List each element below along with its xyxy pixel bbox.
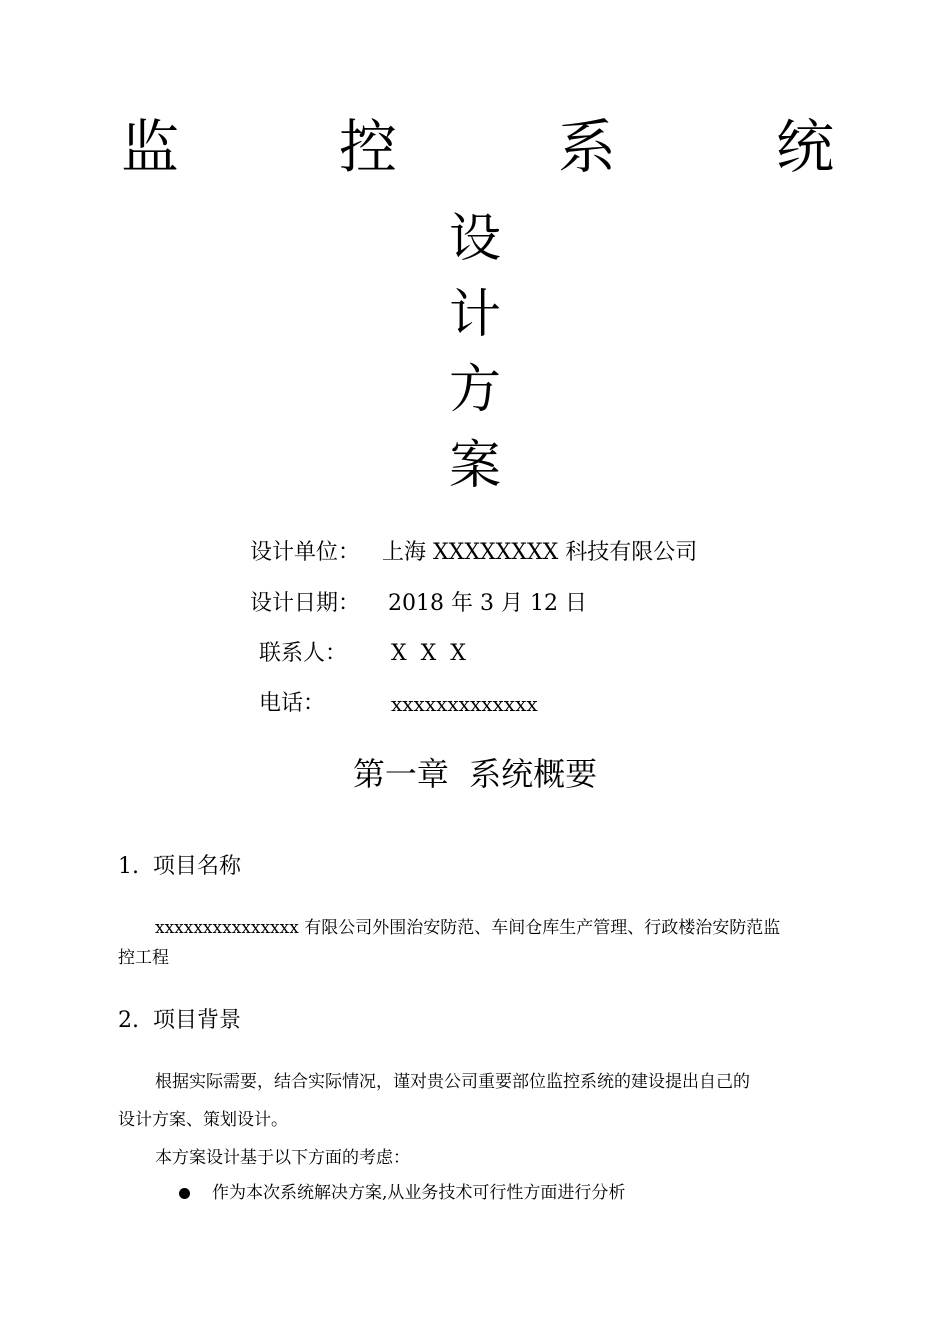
section-paragraph-line: 根据实际需要，结合实际情况，谨对贵公司重要部位监控系统的建设提出自己的 xyxy=(155,1072,750,1092)
contact-value: X X X xyxy=(391,641,466,666)
title-char-4: 统 xyxy=(776,113,835,181)
design-unit-value: 上海 XXXXXXXX 科技有限公司 xyxy=(382,540,698,565)
section-heading-project-background: 2. 项目背景 xyxy=(118,1008,241,1033)
bullet-icon xyxy=(179,1188,190,1199)
chapter-title: 第一章 系统概要 xyxy=(352,755,598,793)
subtitle-char-3: 方 xyxy=(449,360,502,420)
title-char-2: 控 xyxy=(339,113,398,181)
section-heading-project-name: 1. 项目名称 xyxy=(118,854,241,879)
section-paragraph-line: xxxxxxxxxxxxxxx 有限公司外围治安防范、车间仓库生产管理、行政楼治安防范监 xyxy=(155,918,781,938)
bullet-item: 作为本次系统解决方案,从业务技术可行性方面进行分析 xyxy=(212,1183,626,1203)
section-paragraph-line: 控工程 xyxy=(118,948,169,968)
section-paragraph-line: 本方案设计基于以下方面的考虑： xyxy=(155,1148,410,1168)
subtitle-char-2: 计 xyxy=(449,285,502,345)
contact-label: 联系人： xyxy=(259,641,348,666)
design-unit-label: 设计单位： xyxy=(250,540,361,565)
phone-label: 电话： xyxy=(259,691,326,716)
design-date-label: 设计日期： xyxy=(250,591,361,616)
title-char-1: 监 xyxy=(121,113,180,181)
design-date-value: 2018 年 3 月 12 日 xyxy=(388,591,587,616)
subtitle-char-4: 案 xyxy=(449,436,502,496)
title-char-3: 系 xyxy=(558,113,617,181)
section-paragraph-line: 设计方案、策划设计。 xyxy=(118,1110,288,1130)
subtitle-char-1: 设 xyxy=(449,209,502,269)
phone-value: xxxxxxxxxxxxx xyxy=(391,692,538,716)
